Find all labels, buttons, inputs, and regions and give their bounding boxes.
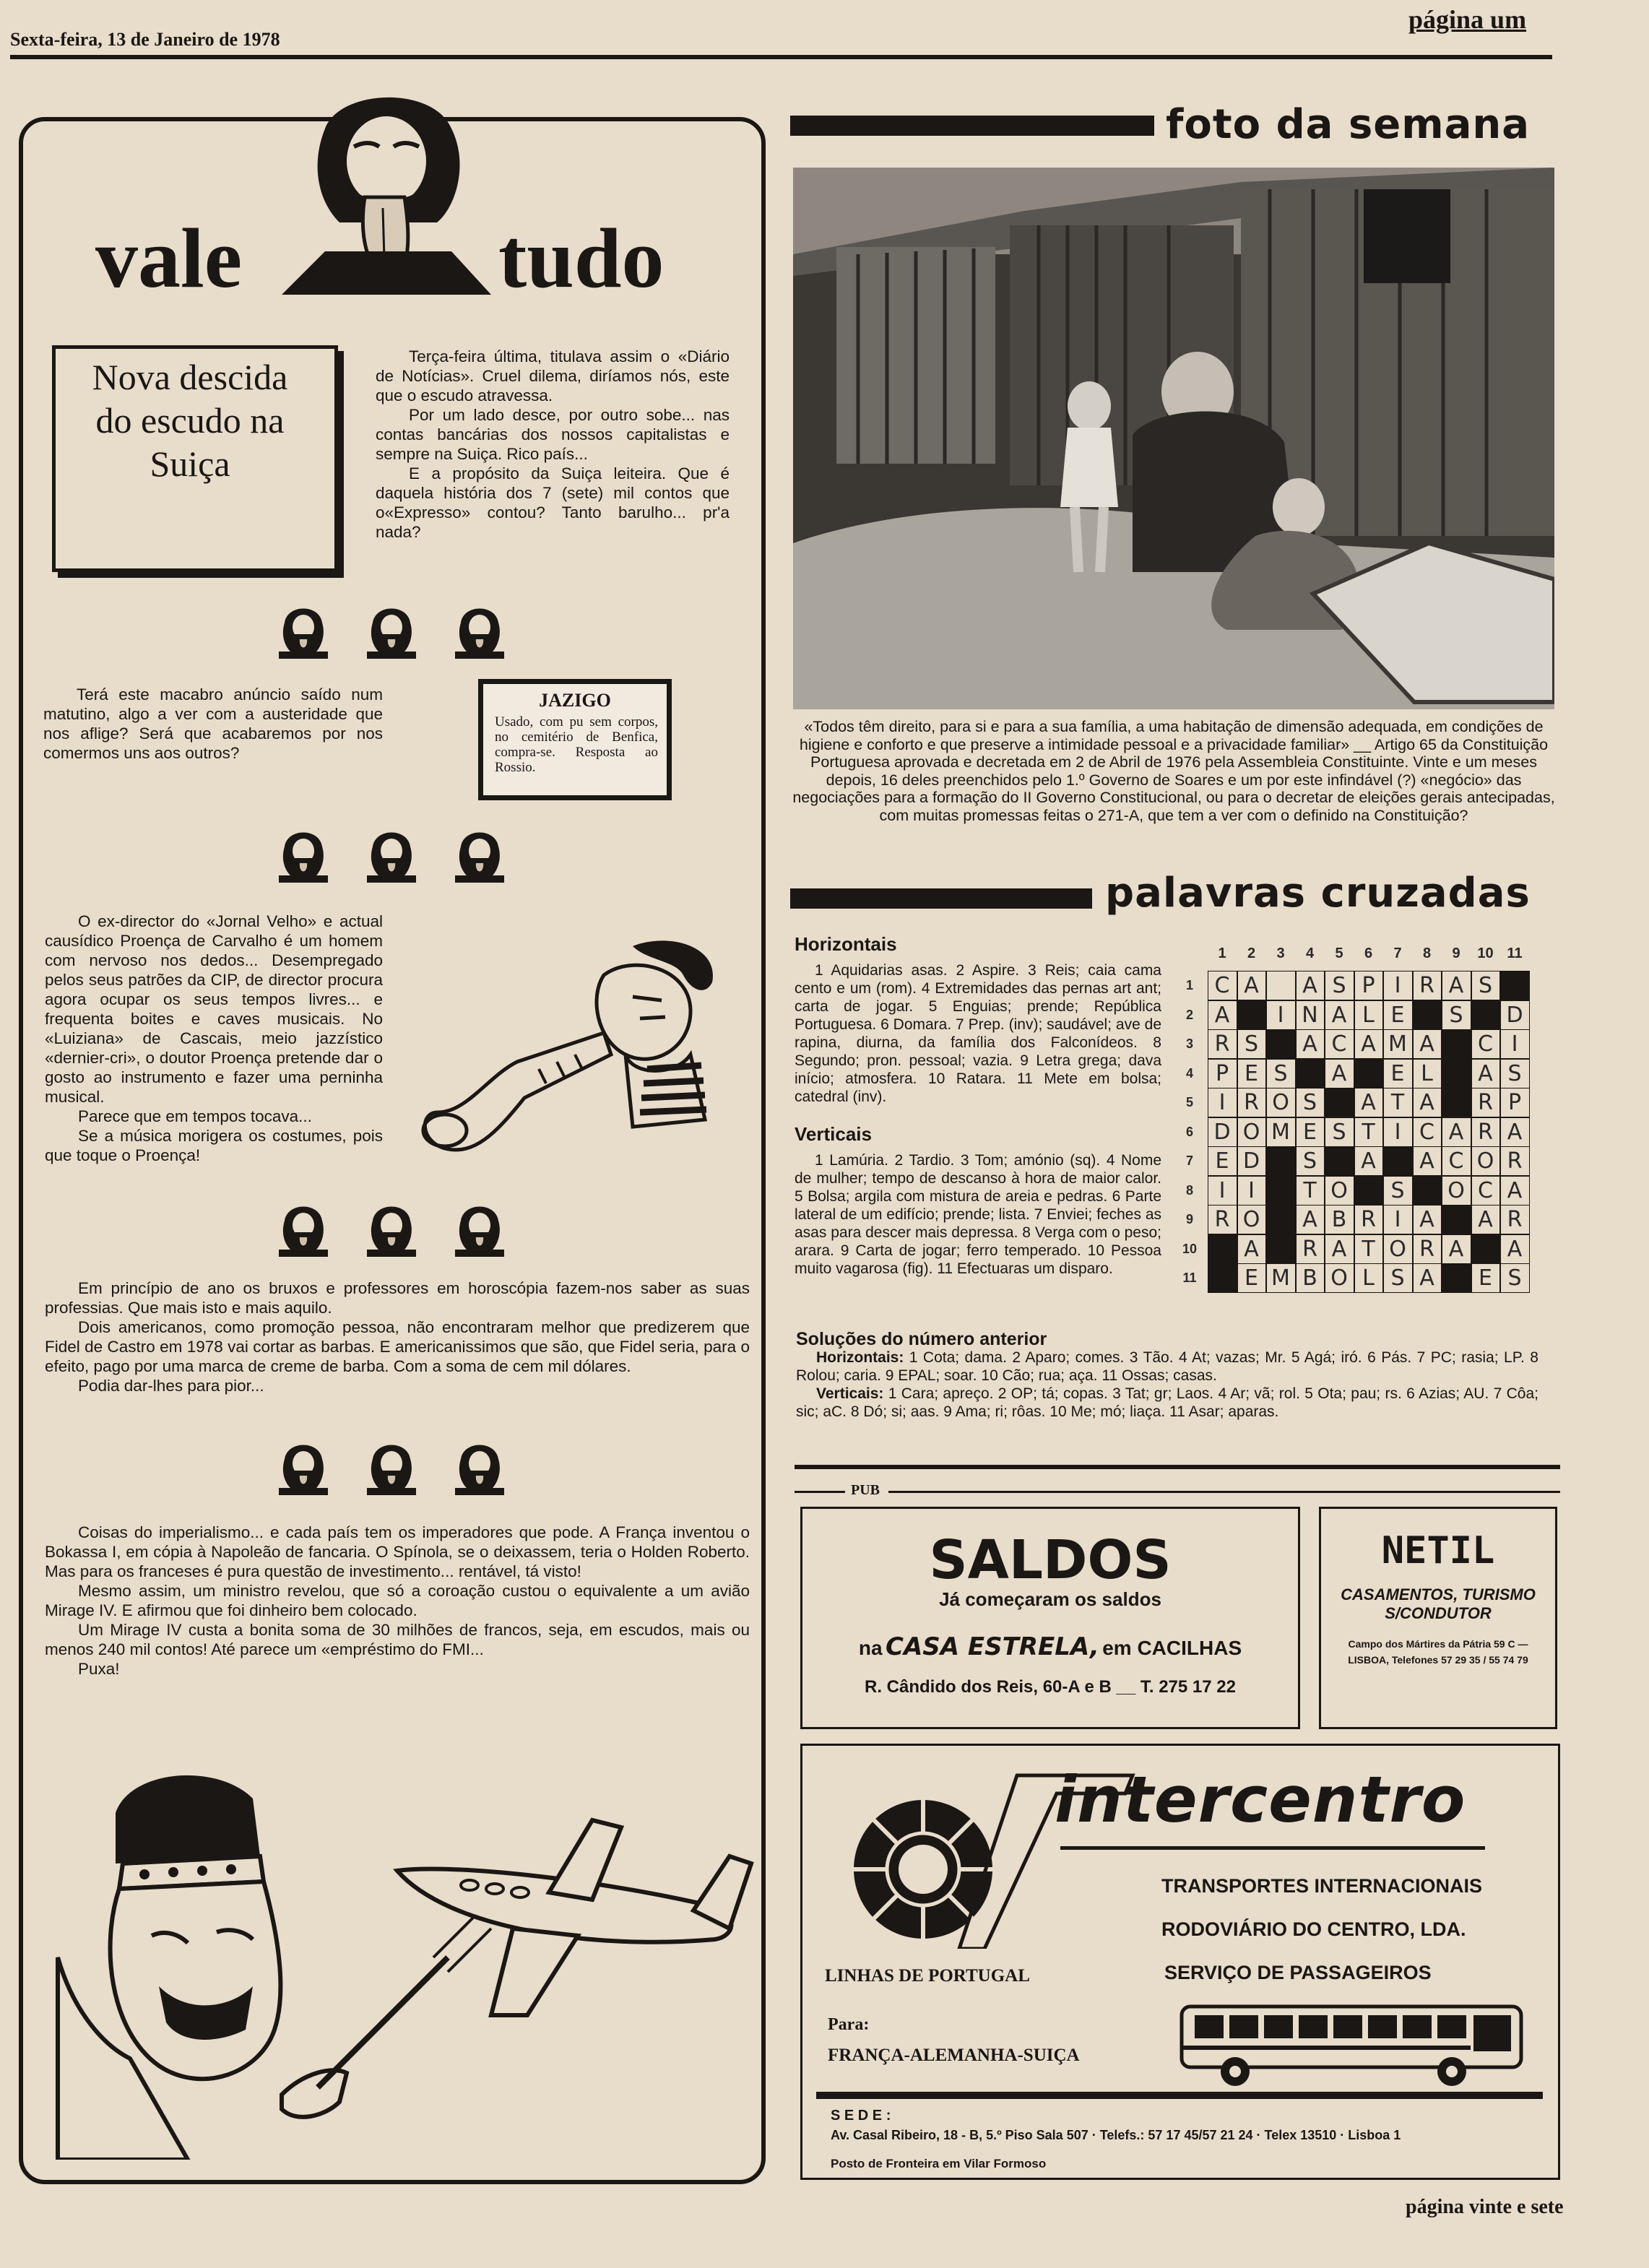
grid-letter: A xyxy=(1361,1031,1376,1057)
grid-letter: A xyxy=(1331,1002,1347,1028)
grid-letter: I xyxy=(1248,1177,1255,1203)
intercentro-line2: RODOVIÁRIO DO CENTRO, LDA. xyxy=(1161,1918,1466,1940)
intercentro-destinations: FRANÇA-ALEMANHA-SUIÇA xyxy=(828,2046,1080,2065)
grid-letter: A xyxy=(1448,1119,1464,1145)
grid-col-number: 6 xyxy=(1364,945,1373,961)
grid-cell-black[interactable] xyxy=(1266,1176,1296,1206)
grid-letter: A xyxy=(1419,1148,1434,1174)
grid-cell-black[interactable] xyxy=(1442,1059,1471,1088)
grid-cell-black[interactable] xyxy=(1354,1059,1384,1088)
grid-cell-black[interactable] xyxy=(1413,1176,1442,1206)
pub-rule-left xyxy=(795,1491,845,1493)
solutions-label: Soluções do número anterior xyxy=(796,1329,1047,1349)
grid-cell-black[interactable] xyxy=(1296,1059,1325,1088)
intercentro-posto: Posto de Fronteira em Vilar Formoso xyxy=(831,2157,1047,2170)
grid-cell-black[interactable] xyxy=(1208,1263,1237,1293)
photo-shanty-family xyxy=(793,168,1554,709)
grid-letter: A xyxy=(1214,1002,1230,1028)
intercentro-sede-label: S E D E : xyxy=(831,2108,891,2124)
grid-letter: C xyxy=(1419,1119,1434,1145)
mini-marx-icon xyxy=(451,1437,508,1495)
proenca-paragraph: O ex-director do «Jornal Velho» e actual causídico Proença de Carvalho é um homem com nervoso nos dedos... Desempregado pelos seus patrões da CIP, de director procura agora ocupar os seus tempos livres... e frequenta boites e caves musicais. No «Luiziana» de Cascais, meio jazzístico «dernier-cri», o doutor Proença pretende dar o gosto ao instrumento e fazer uma perninha musical. xyxy=(45,912,383,1106)
grid-col-number: 11 xyxy=(1507,945,1523,961)
masthead: página um xyxy=(1408,5,1527,34)
grid-letter: E xyxy=(1245,1060,1258,1086)
vale-tudo-title-left: vale xyxy=(95,211,243,306)
grid-letter: S xyxy=(1390,1265,1405,1291)
grid-letter: I xyxy=(1394,1119,1401,1145)
vale-tudo-title-right: tudo xyxy=(498,211,665,306)
grid-row-number: 2 xyxy=(1185,1007,1193,1022)
solutions-verticais: 1 Cara; apreço. 2 OP; tá; copas. 3 Tat; gr; Laos. 4 Ar; vã; rol. 5 Ota; pau; rs. 6 Azias; AU. 7 Côa; sic; aC. 8 Dó; si; aas. 9 Ama; ri; rôas. 10 Me; mó; liaça. 11 Asar; aparas. xyxy=(796,1385,1538,1420)
grid-cell-black[interactable] xyxy=(1266,1146,1296,1176)
horoscopo-paragraph: Podia dar-lhes para pior... xyxy=(78,1377,264,1395)
grid-row-number: 10 xyxy=(1182,1241,1198,1256)
grid-letter: A xyxy=(1419,1090,1434,1115)
pub-rule-right xyxy=(888,1491,1560,1493)
grid-letter: R xyxy=(1302,1236,1317,1262)
solutions-horizontais-block xyxy=(796,1349,1538,1385)
grid-cell-black[interactable] xyxy=(1413,1000,1442,1030)
grid-letter: T xyxy=(1362,1119,1375,1145)
grid-letter: D xyxy=(1506,1002,1523,1028)
grid-letter: I xyxy=(1394,973,1401,998)
grid-cell-black[interactable] xyxy=(1442,1205,1471,1234)
intercentro-lines: LINHAS DE PORTUGAL xyxy=(825,1966,1030,1986)
jazigo-ad-title: JAZIGO xyxy=(539,690,611,711)
saldos-title: SALDOS xyxy=(929,1529,1172,1591)
mini-marx-icon xyxy=(274,1199,332,1257)
grid-letter: S xyxy=(1449,1002,1463,1028)
grid-letter: D xyxy=(1213,1119,1231,1145)
mini-marx-icon xyxy=(363,1437,420,1495)
grid-col-number: 3 xyxy=(1276,945,1285,961)
grid-letter: B xyxy=(1331,1207,1347,1232)
grid-letter: A xyxy=(1244,973,1259,998)
mini-marx-icon xyxy=(451,601,508,659)
netil-line1: CASAMENTOS, TURISMO xyxy=(1341,1585,1536,1603)
marx-tongue-illustration xyxy=(274,78,498,295)
grid-letter: A xyxy=(1361,1148,1376,1174)
grid-letter: R xyxy=(1214,1031,1230,1057)
crossword-clues xyxy=(795,933,1161,1278)
boxed-headline: Nova descida do escudo na Suiça xyxy=(92,357,288,484)
grid-cell-black[interactable] xyxy=(1266,1205,1296,1234)
grid-letter: L xyxy=(1421,1060,1433,1086)
mini-marx-icon xyxy=(451,825,508,883)
jazigo-article xyxy=(43,685,383,763)
grid-letter: S xyxy=(1507,1060,1522,1086)
grid-letter: S xyxy=(1244,1031,1259,1057)
grid-letter: E xyxy=(1390,1060,1405,1086)
grid-letter: R xyxy=(1507,1207,1523,1232)
grid-letter: T xyxy=(1362,1236,1375,1262)
bus-icon xyxy=(1177,1999,1530,2093)
verticais-clues: 1 Lamúria. 2 Tardio. 3 Tom; amónio (sq). 4 Nome de mulher; tempo de descanso à hora de maior calor. 5 Bolsa; argila com mistura de areia e pedras. 6 Parte lateral de um edifício; prende; lista. 7 Enviei; feches as asas para descer mais depressa. 8 Verga com o peso; arara. 9 Carta de jogar; ferro temperado. 10 Pessoa muito vagarosa (fig). 11 Efectuaras um disparo. xyxy=(795,1152,1161,1277)
intro-paragraph: Terça-feira última, titulava assim o «Diário de Notícias». Cruel dilema, diríamos nós, este que o escudo atravessa. xyxy=(376,347,730,404)
grid-letter: S xyxy=(1302,1148,1317,1174)
grid-letter: I xyxy=(1219,1177,1226,1203)
horizontais-label: Horizontais xyxy=(795,933,897,955)
mini-marx-icon xyxy=(274,601,332,659)
grid-cell-black[interactable] xyxy=(1266,1029,1296,1059)
saldos-address: R. Cândido dos Reis, 60-A e B __ T. 275 17 22 xyxy=(865,1677,1236,1697)
verticais-label: Verticais xyxy=(795,1123,872,1145)
saldos-store: CASA ESTRELA, xyxy=(886,1632,1099,1661)
horoscopo-paragraph: Em princípio de ano os bruxos e professores em horoscópia fazem-nos saber as suas professias. Que mais isto e mais aquilo. xyxy=(45,1279,750,1317)
proenca-paragraph: Parece que em tempos tocava... xyxy=(78,1107,312,1125)
grid-letter: R xyxy=(1419,1236,1434,1262)
header-rule xyxy=(10,55,1552,59)
mini-marx-icon xyxy=(274,1437,332,1495)
crossword-solutions xyxy=(796,1330,1538,1421)
crossword-title: palavras cruzadas xyxy=(1105,870,1531,917)
grid-letter: T xyxy=(1390,1090,1405,1115)
grid-letter: R xyxy=(1419,973,1434,998)
grid-cell-black[interactable] xyxy=(1471,1234,1501,1264)
grid-letter: A xyxy=(1419,1265,1434,1291)
grid-letter: S xyxy=(1478,973,1493,998)
grid-letter: A xyxy=(1331,1236,1347,1262)
grid-cell-black[interactable] xyxy=(1266,1234,1296,1264)
photo-caption: «Todos têm direito, para si e para a sua família, a uma habitação de dimensão adequada, em condições de higiene e conforto e que preserve a intimidade pessoal e a privacidade familiar» __ Artigo 65 da Constituição Portuguesa aprovada e decretada em 2 de Abril de 1976 pela Assembleia Constituinte. Vinte e um meses depois, 16 deles preenchidos pelo 1.º Governo de Soares e um por este infindável (?) «negócio» das negociações para a formação do II Governo Constitucional, ou para o decretar de eleições gerais antecipadas, com muitas promessas feitas o 271-A, que tem a ver com o definido na Constituição? xyxy=(792,718,1555,824)
grid-cell-black[interactable] xyxy=(1471,1000,1501,1030)
grid-letter: A xyxy=(1302,973,1317,998)
grid-letter: A xyxy=(1478,1207,1493,1232)
grid-letter: L xyxy=(1362,1265,1375,1291)
grid-letter: S xyxy=(1332,973,1346,998)
horoscopo-article xyxy=(45,1278,750,1395)
grid-letter: E xyxy=(1390,1002,1405,1028)
grid-letter: O xyxy=(1242,1207,1260,1232)
solutions-verticais-block xyxy=(796,1385,1538,1421)
mini-marx-icon xyxy=(363,825,420,883)
intercentro-brand: intercentro xyxy=(1055,1762,1466,1837)
grid-letter: S xyxy=(1302,1090,1317,1115)
grid-col-number: 8 xyxy=(1422,945,1432,961)
grid-cell[interactable] xyxy=(1266,971,1296,1000)
grid-letter: R xyxy=(1478,1119,1493,1145)
mini-marx-icon xyxy=(451,1199,508,1257)
imperialismo-paragraph: Mesmo assim, um ministro revelou, que só a coroação custou o equivalente a um avião Mirage IV. E afirmou que foi dinheiro bem colocado. xyxy=(45,1582,750,1619)
grid-row-number: 4 xyxy=(1185,1065,1193,1081)
imperialismo-paragraph: Um Mirage IV custa a bonita soma de 30 milhões de francos, seja, em escudos, mais ou menos 240 mil contos! Até parece um «empréstimo do FMI... xyxy=(45,1621,750,1658)
pub-rule-top xyxy=(795,1465,1560,1469)
grid-letter: M xyxy=(1271,1265,1290,1291)
grid-letter: I xyxy=(1219,1090,1226,1115)
grid-letter: E xyxy=(1479,1265,1492,1291)
grid-letter: A xyxy=(1478,1060,1493,1086)
grid-letter: A xyxy=(1419,1207,1434,1232)
grid-letter: A xyxy=(1448,1236,1464,1262)
grid-letter: E xyxy=(1245,1265,1258,1291)
grid-letter: S xyxy=(1390,1177,1405,1203)
intro-paragraph: E a propósito da Suiça leiteira. Que é daquela história dos 7 (sete) mil contos que o«Expresso» contou? Tanto barulho... pr'a nada? xyxy=(376,464,730,541)
grid-letter: A xyxy=(1419,1031,1434,1057)
grid-col-number: 1 xyxy=(1218,945,1226,961)
grid-cell-black[interactable] xyxy=(1325,1146,1354,1176)
issue-date: Sexta-feira, 13 de Janeiro de 1978 xyxy=(10,29,280,50)
grid-letter: O xyxy=(1272,1090,1289,1115)
intercentro-line1: TRANSPORTES INTERNACIONAIS xyxy=(1161,1875,1483,1897)
separator-marx-row xyxy=(274,601,508,659)
grid-letter: A xyxy=(1302,1207,1317,1232)
separator-marx-row xyxy=(274,1199,508,1257)
intercentro-underline xyxy=(1060,1846,1485,1850)
grid-letter: S xyxy=(1332,1119,1346,1145)
saldos-line-prefix: na xyxy=(858,1637,883,1659)
grid-letter: O xyxy=(1389,1236,1406,1262)
jazigo-ad xyxy=(478,679,672,800)
grid-letter: A xyxy=(1331,1060,1347,1086)
proenca-article xyxy=(45,912,383,1165)
grid-cell-black[interactable] xyxy=(1354,1176,1384,1206)
saldos-store-line xyxy=(802,1632,1298,1661)
grid-letter: I xyxy=(1277,1002,1284,1028)
grid-letter: M xyxy=(1271,1119,1290,1145)
grid-cell-black[interactable] xyxy=(1208,1234,1237,1264)
pub-label: PUB xyxy=(851,1482,880,1498)
netil-address: Campo dos Mártires da Pátria 59 C —LISBOA, Telefones 57 29 35 / 55 74 79 xyxy=(1348,1638,1528,1666)
intercentro-para: Para: xyxy=(828,2015,870,2034)
grid-cell-black[interactable] xyxy=(1383,1146,1413,1176)
saldos-line-suffix: em CACILHAS xyxy=(1102,1637,1242,1659)
saldos-subtitle: Já começaram os saldos xyxy=(939,1588,1161,1610)
grid-letter: R xyxy=(1507,1148,1523,1174)
solutions-horizontais: 1 Cota; dama. 2 Aparo; comes. 3 Tão. 4 At; vazas; Mr. 5 Agá; iró. 6 Pás. 7 PC; rasia; LP. 8 Rolou; caria. 9 EPAL; soar. 10 Cão; rua; aça. 11 Ossas; casas. xyxy=(796,1349,1538,1384)
grid-col-number: 7 xyxy=(1393,945,1402,961)
mini-marx-icon xyxy=(363,1199,420,1257)
intercentro-sede-address: Av. Casal Ribeiro, 18 - B, 5.º Piso Sala 507 · Telefs.: 57 17 45/57 21 24 · Telex 13510 · Lisboa 1 xyxy=(831,2128,1401,2142)
crossword-title-bar xyxy=(790,888,1092,909)
crossword-grid xyxy=(1182,939,1563,1315)
grid-letter: C xyxy=(1214,973,1230,998)
intro-article xyxy=(376,347,730,542)
intercentro-rule xyxy=(816,2092,1543,2099)
mini-marx-icon xyxy=(363,601,420,659)
grid-letter: A xyxy=(1361,1090,1376,1115)
netil-line2: S/CONDUTOR xyxy=(1385,1604,1492,1622)
horoscopo-paragraph: Dois americanos, como promoção pessoa, não encontraram melhor que predizerem que Fidel de Castro em 1978 vai cortar as barbas. E americanissimos que são, que Fidel seria, para o efeito, pago por uma marca de creme de barba. Com a soma de cem mil dólares. xyxy=(45,1318,750,1375)
grid-letter: N xyxy=(1302,1002,1318,1028)
grid-letter: R xyxy=(1478,1090,1493,1115)
grid-row-number: 1 xyxy=(1185,978,1193,992)
saldos-ad xyxy=(800,1507,1300,1729)
grid-letter: O xyxy=(1330,1265,1348,1291)
grid-row-number: 9 xyxy=(1185,1212,1193,1226)
grid-col-number: 10 xyxy=(1477,945,1494,961)
foto-da-semana-title: foto da semana xyxy=(1166,101,1531,148)
grid-letter: C xyxy=(1331,1031,1347,1057)
grid-row-number: 3 xyxy=(1185,1036,1193,1051)
grid-letter: R xyxy=(1214,1207,1230,1232)
grid-cell-black[interactable] xyxy=(1442,1263,1471,1293)
grid-cell-black[interactable] xyxy=(1442,1088,1471,1117)
grid-col-number: 2 xyxy=(1247,945,1256,961)
grid-letter: I xyxy=(1394,1207,1401,1232)
solutions-verticais-label: Verticais: xyxy=(816,1385,884,1402)
grid-letter: P xyxy=(1362,973,1375,998)
grid-letter: O xyxy=(1242,1119,1260,1145)
grid-row-number: 8 xyxy=(1185,1182,1193,1198)
grid-letter: D xyxy=(1242,1148,1260,1174)
grid-letter: A xyxy=(1448,973,1464,998)
intercentro-line3: SERVIÇO DE PASSAGEIROS xyxy=(1164,1962,1432,1983)
grid-letter: L xyxy=(1362,1002,1375,1028)
grid-letter: O xyxy=(1447,1177,1465,1203)
grid-letter: A xyxy=(1302,1031,1317,1057)
intro-paragraph: Por um lado desce, por outro sobe... nas contas bancárias dos nossos capitalistas e sempre na Suiça. Rico país... xyxy=(376,406,730,463)
grid-cell-black[interactable] xyxy=(1442,1029,1471,1059)
grid-letter: P xyxy=(1507,1090,1522,1115)
grid-letter: O xyxy=(1330,1177,1348,1203)
separator-marx-row xyxy=(274,1437,508,1495)
grid-letter: C xyxy=(1478,1177,1493,1203)
grid-cell-black[interactable] xyxy=(1237,1000,1267,1030)
grid-letter: C xyxy=(1478,1031,1493,1057)
grid-letter: A xyxy=(1244,1236,1259,1262)
grid-letter: R xyxy=(1361,1207,1376,1232)
foto-title-bar xyxy=(790,116,1154,136)
jazigo-paragraph: Terá este macabro anúncio saído num matutino, algo a ver com a austeridade que nos aflige? Será que acabaremos por nos comermos uns aos outros? xyxy=(43,685,383,762)
grid-cell-black[interactable] xyxy=(1500,971,1530,1000)
grid-letter: A xyxy=(1507,1236,1523,1262)
proenca-paragraph: Se a música morigera os costumes, pois que toque o Proença! xyxy=(45,1127,383,1164)
grid-cell-black[interactable] xyxy=(1325,1088,1354,1117)
netil-title: NETIL xyxy=(1381,1529,1495,1572)
grid-row-number: 11 xyxy=(1182,1271,1197,1285)
imperialismo-article xyxy=(45,1523,750,1679)
bokassa-caricature xyxy=(43,1755,758,2160)
saxophone-caricature xyxy=(416,932,734,1163)
grid-letter: A xyxy=(1507,1119,1523,1145)
netil-ad xyxy=(1319,1507,1557,1729)
jazigo-ad-text: Usado, com pu sem corpos, no cemitério de Benfica, compra-se. Resposta ao Rossio. xyxy=(495,714,658,775)
grid-letter: T xyxy=(1303,1177,1317,1203)
imperialismo-paragraph: Puxa! xyxy=(78,1660,120,1678)
separator-marx-row xyxy=(274,825,508,883)
grid-col-number: 4 xyxy=(1305,945,1315,961)
grid-letter: E xyxy=(1303,1119,1317,1145)
grid-letter: R xyxy=(1244,1090,1259,1115)
grid-row-number: 7 xyxy=(1185,1154,1193,1168)
grid-letter: B xyxy=(1302,1265,1317,1291)
grid-letter: S xyxy=(1507,1265,1522,1291)
grid-letter: P xyxy=(1215,1060,1229,1086)
grid-letter: I xyxy=(1511,1031,1518,1057)
grid-row-number: 6 xyxy=(1185,1124,1193,1139)
imperialismo-paragraph: Coisas do imperialismo... e cada país tem os imperadores que pode. A França inventou o Bokassa I, em cópia à Napoleão de fancaria. O Spínola, se o deixassem, teria o Holden Roberto. Mas para os franceses é pura questão de investimento... rentável, tá visto! xyxy=(45,1523,750,1580)
horizontais-clues: 1 Aquidarias asas. 2 Aspire. 3 Reis; caia cama cento e um (rom). 4 Extremidades das pernas art ant; carta de jogar. 5 Enguias; prende; República Portuguesa. 6 Domara. 7 Prep. (inv); saudável; ave de rapina, diurna, da família dos Falconídeos. 8 Segundo; pron. pessoal; vazia. 9 Letra grega; dava início; atmosfera. 10 Ratara. 11 Mete em bolsa; catedral (inv). xyxy=(795,962,1161,1105)
page-footer: página vinte e sete xyxy=(1406,2196,1564,2218)
grid-letter: O xyxy=(1476,1148,1494,1174)
grid-letter: S xyxy=(1273,1060,1288,1086)
grid-row-number: 5 xyxy=(1185,1095,1193,1109)
grid-letter: C xyxy=(1448,1148,1464,1174)
grid-letter: A xyxy=(1507,1177,1523,1203)
grid-col-number: 9 xyxy=(1452,945,1460,961)
grid-letter: E xyxy=(1215,1148,1229,1174)
grid-col-number: 5 xyxy=(1335,945,1343,961)
grid-letter: M xyxy=(1388,1031,1407,1057)
solutions-horizontais-label: Horizontais: xyxy=(816,1349,904,1366)
mini-marx-icon xyxy=(274,825,332,883)
